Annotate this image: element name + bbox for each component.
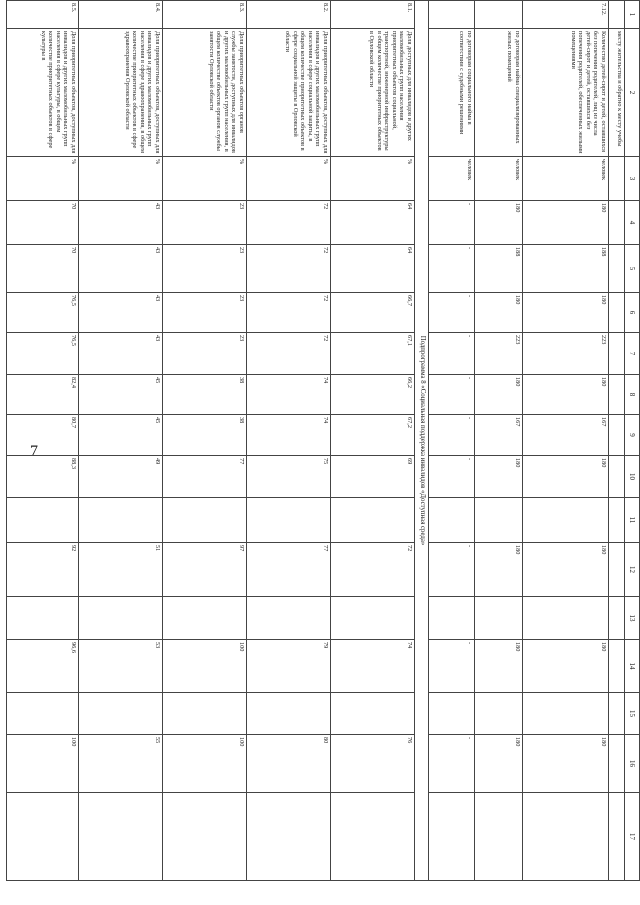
table-row — [79, 1, 163, 881]
value-cell — [429, 793, 475, 881]
value-cell — [523, 693, 609, 735]
value-cell: 75 — [247, 456, 331, 498]
value-cell — [163, 693, 247, 735]
table-row — [163, 1, 247, 881]
value-cell: - — [429, 640, 475, 693]
row-number-cell — [429, 1, 475, 29]
value-cell: 80,7 — [7, 415, 79, 456]
value-cell: 180 — [475, 735, 523, 793]
value-cell: 43 — [79, 201, 163, 245]
value-cell: 188 — [475, 245, 523, 293]
value-cell: 180 — [475, 456, 523, 498]
value-cell: 45 — [79, 415, 163, 456]
value-cell: 76,5 — [7, 333, 79, 375]
value-cell: 74 — [247, 415, 331, 456]
column-number: 5 — [625, 245, 640, 293]
table-row — [331, 1, 415, 881]
value-cell — [163, 597, 247, 640]
unit-cell: % — [163, 157, 247, 201]
row-number-cell — [609, 1, 625, 29]
section-header-row — [415, 1, 429, 881]
value-cell: 180 — [475, 375, 523, 415]
unit-cell: % — [247, 157, 331, 201]
value-cell: 88,3 — [7, 456, 79, 498]
value-cell: 23 — [163, 333, 247, 375]
value-cell — [475, 693, 523, 735]
column-number: 15 — [625, 693, 640, 735]
column-number: 1 — [625, 1, 640, 29]
value-cell: 180 — [475, 201, 523, 245]
value-cell: 96,6 — [7, 640, 79, 693]
value-cell — [331, 693, 415, 735]
value-cell — [7, 693, 79, 735]
value-cell: 77 — [163, 456, 247, 498]
value-cell: 167 — [523, 415, 609, 456]
value-cell: 66,7 — [331, 293, 415, 333]
indicator-name-cell: Доля приоритетных объектов, доступных для инвалидов и других маломобильных групп населения в сфере здравоохранения, в общем количестве приоритетных объектов в сфере здравоохранения Орловской области — [79, 29, 163, 157]
indicator-name-cell: Доля приоритетных объектов, доступных для инвалидов и других маломобильных групп населения в сфере социальной защиты, в общем количестве приоритетных объектов в сфере социальной защиты в Орловской области — [247, 29, 331, 157]
value-cell: 23 — [163, 293, 247, 333]
value-cell: 70 — [7, 201, 79, 245]
value-cell: 223 — [475, 333, 523, 375]
unit-cell: человек — [523, 157, 609, 201]
value-cell: 76,5 — [7, 293, 79, 333]
page-number: 7 — [30, 443, 38, 460]
value-cell: 180 — [523, 293, 609, 333]
value-cell — [609, 456, 625, 498]
value-cell: - — [429, 415, 475, 456]
value-cell — [523, 793, 609, 881]
row-number-cell — [475, 1, 523, 29]
row-number-cell: 8.1. — [331, 1, 415, 29]
value-cell — [429, 498, 475, 543]
column-number: 17 — [625, 793, 640, 881]
value-cell: 223 — [523, 333, 609, 375]
value-cell: 100 — [163, 640, 247, 693]
value-cell — [79, 793, 163, 881]
table-row — [429, 1, 475, 881]
value-cell — [609, 543, 625, 597]
unit-cell — [609, 157, 625, 201]
value-cell — [331, 498, 415, 543]
value-cell — [429, 693, 475, 735]
value-cell: 180 — [475, 543, 523, 597]
value-cell: 43 — [79, 293, 163, 333]
value-cell: 38 — [163, 415, 247, 456]
column-number: 13 — [625, 597, 640, 640]
unit-cell: человек — [429, 157, 475, 201]
value-cell: 92 — [7, 543, 79, 597]
indicator-name-cell: по договорам найма специализированных жилых помещений — [475, 29, 523, 157]
value-cell — [475, 597, 523, 640]
unit-cell: % — [331, 157, 415, 201]
value-cell — [163, 498, 247, 543]
value-cell — [609, 293, 625, 333]
value-cell: 180 — [523, 456, 609, 498]
value-cell — [609, 793, 625, 881]
value-cell: 82,4 — [7, 375, 79, 415]
value-cell — [79, 693, 163, 735]
value-cell — [609, 245, 625, 293]
value-cell: 51 — [79, 543, 163, 597]
value-cell — [523, 498, 609, 543]
value-cell: 45 — [79, 375, 163, 415]
indicators-table — [6, 0, 640, 881]
value-cell — [7, 793, 79, 881]
value-cell: 64 — [331, 245, 415, 293]
value-cell: 72 — [247, 245, 331, 293]
row-number-cell: 8.4. — [79, 1, 163, 29]
value-cell — [609, 693, 625, 735]
value-cell: 43 — [79, 333, 163, 375]
value-cell: - — [429, 375, 475, 415]
table-row — [523, 1, 609, 881]
value-cell — [247, 793, 331, 881]
value-cell — [609, 640, 625, 693]
value-cell — [475, 498, 523, 543]
value-cell — [247, 498, 331, 543]
table-row — [475, 1, 523, 881]
value-cell: - — [429, 456, 475, 498]
column-number: 11 — [625, 498, 640, 543]
value-cell: - — [429, 333, 475, 375]
indicator-name-cell: по договорам социального найма в соответствии с судебными решениями — [429, 29, 475, 157]
value-cell: 70 — [7, 245, 79, 293]
value-cell: - — [429, 735, 475, 793]
value-cell: 74 — [331, 640, 415, 693]
value-cell — [523, 597, 609, 640]
value-cell: 67,1 — [331, 333, 415, 375]
value-cell: 43 — [79, 245, 163, 293]
value-cell: 67,2 — [331, 415, 415, 456]
row-number-cell: 8.5. — [7, 1, 79, 29]
table-row — [609, 1, 625, 881]
unit-cell: % — [7, 157, 79, 201]
value-cell: 69 — [331, 456, 415, 498]
value-cell — [609, 498, 625, 543]
value-cell: 55 — [79, 735, 163, 793]
section-title: Подпрограмма 8 «Социальная поддержка инвалидов «Доступная среда» — [415, 1, 429, 881]
indicator-name-cell: месту жительства и обратно к месту учебы — [609, 29, 625, 157]
value-cell: 100 — [7, 735, 79, 793]
value-cell: 64 — [331, 201, 415, 245]
table-row — [247, 1, 331, 881]
value-cell: 80 — [247, 735, 331, 793]
value-cell: 72 — [247, 201, 331, 245]
value-cell: 38 — [163, 375, 247, 415]
value-cell: - — [429, 201, 475, 245]
value-cell: 180 — [523, 735, 609, 793]
value-cell — [609, 201, 625, 245]
value-cell: 72 — [247, 333, 331, 375]
value-cell — [79, 498, 163, 543]
indicator-name-cell: Количество детей-сирот и детей, оставшихся без попечения родителей, лиц из числа детей-сирот и детей, оставшихся без попечения родителей, обеспеченных жилыми помещениями — [523, 29, 609, 157]
table-body — [7, 1, 625, 881]
value-cell — [247, 597, 331, 640]
column-number: 8 — [625, 375, 640, 415]
value-cell: 72 — [247, 293, 331, 333]
column-number: 16 — [625, 735, 640, 793]
unit-cell: % — [79, 157, 163, 201]
value-cell: 180 — [475, 640, 523, 693]
column-number: 2 — [625, 29, 640, 157]
value-cell: - — [429, 293, 475, 333]
row-number-cell: 7.12. — [523, 1, 609, 29]
value-cell — [609, 333, 625, 375]
value-cell: 66,2 — [331, 375, 415, 415]
column-number: 14 — [625, 640, 640, 693]
value-cell: 97 — [163, 543, 247, 597]
value-cell: 188 — [523, 245, 609, 293]
value-cell: 74 — [247, 375, 331, 415]
value-cell — [429, 597, 475, 640]
value-cell: 180 — [523, 640, 609, 693]
indicator-name-cell: Доля приоритетных объектов органов службы занятости, доступных для инвалидов и других маломобильных групп населения, в общем количестве объектов органов службы занятости Орловской области — [163, 29, 247, 157]
value-cell — [163, 793, 247, 881]
row-number-cell: 8.3. — [163, 1, 247, 29]
value-cell: 180 — [523, 201, 609, 245]
value-cell — [79, 597, 163, 640]
value-cell — [331, 597, 415, 640]
indicator-name-cell: Доля приоритетных объектов, доступных для инвалидов и других маломобильных групп населения в сфере культуры, в общем количестве приоритетных объектов в сфере культуры в — [7, 29, 79, 157]
value-cell: 49 — [79, 456, 163, 498]
column-number-row — [625, 1, 640, 881]
column-number: 9 — [625, 415, 640, 456]
column-number: 3 — [625, 157, 640, 201]
value-cell: 23 — [163, 245, 247, 293]
value-cell — [609, 597, 625, 640]
value-cell: 79 — [247, 640, 331, 693]
value-cell — [331, 793, 415, 881]
value-cell: 100 — [163, 735, 247, 793]
indicator-name-cell: Доля доступных для инвалидов и других маломобильных групп населения приоритетных объектов социальной, транспортной, инженерной инфраструктуры в общем количестве приоритетных объектов в Орловской области — [331, 29, 415, 157]
value-cell: 76 — [331, 735, 415, 793]
column-number: 4 — [625, 201, 640, 245]
column-number: 7 — [625, 333, 640, 375]
value-cell: - — [429, 245, 475, 293]
value-cell — [7, 597, 79, 640]
value-cell: - — [429, 543, 475, 597]
value-cell: 72 — [331, 543, 415, 597]
column-number: 10 — [625, 456, 640, 498]
value-cell: 53 — [79, 640, 163, 693]
value-cell — [247, 693, 331, 735]
value-cell: 180 — [523, 543, 609, 597]
table-row — [7, 1, 79, 881]
row-number-cell: 8.2. — [247, 1, 331, 29]
unit-cell: человек — [475, 157, 523, 201]
column-number: 6 — [625, 293, 640, 333]
value-cell: 23 — [163, 201, 247, 245]
value-cell — [609, 415, 625, 456]
value-cell — [609, 735, 625, 793]
value-cell: 180 — [523, 375, 609, 415]
value-cell — [475, 793, 523, 881]
value-cell: 167 — [475, 415, 523, 456]
value-cell — [609, 375, 625, 415]
column-number: 12 — [625, 543, 640, 597]
value-cell — [7, 498, 79, 543]
value-cell: 180 — [475, 293, 523, 333]
value-cell: 77 — [247, 543, 331, 597]
